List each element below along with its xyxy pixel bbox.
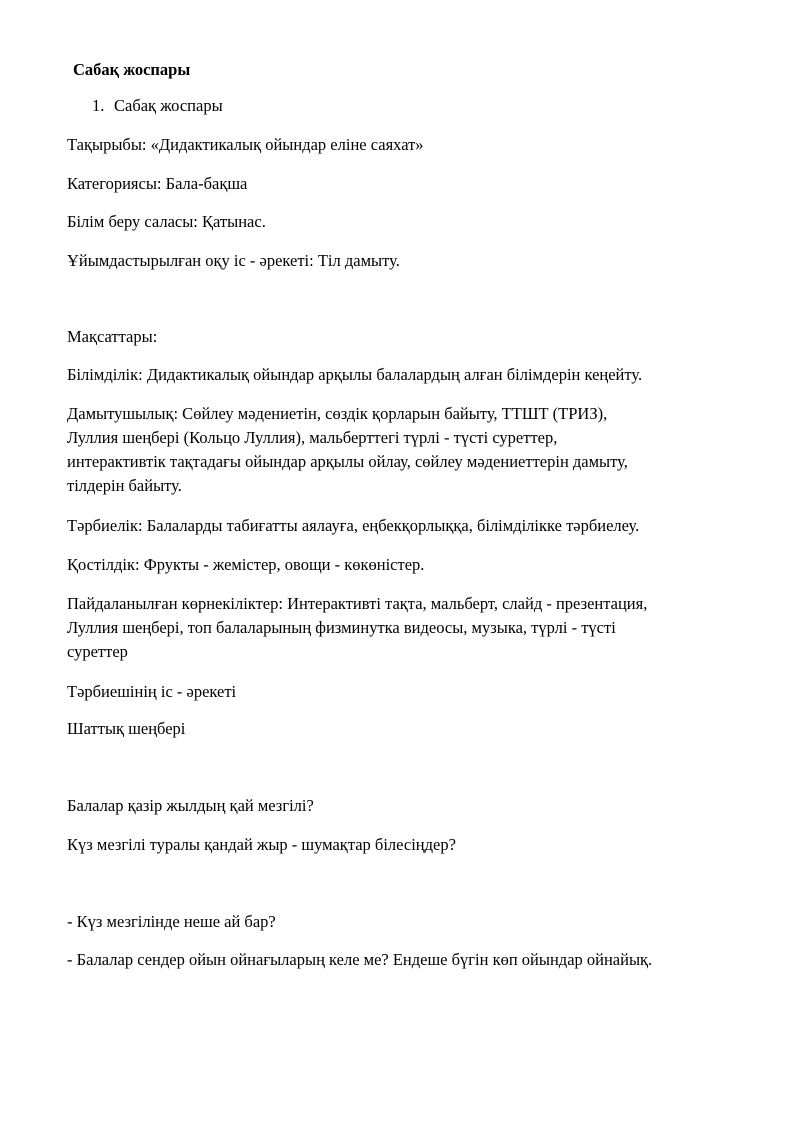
- joy-circle-title: Шаттық шеңбері: [67, 719, 186, 738]
- educational-goal: Білімділік: Дидактикалық ойындар арқылы балалардың алған білімдерін кеңейту.: [67, 365, 643, 384]
- developmental-line: тілдерін байыту.: [67, 476, 182, 495]
- topic-line: Тақырыбы: «Дидактикалық ойындар еліне саяхат»: [67, 135, 424, 154]
- teacher-activity-title: Тәрбиешінің іс - әрекеті: [67, 682, 237, 701]
- developmental-line: Дамытушылық: Сөйлеу мәдениетін, сөздік қорларын байыту, ТТШТ (ТРИЗ),: [67, 404, 608, 423]
- materials-line: суреттер: [67, 642, 128, 661]
- materials-block: [67, 592, 647, 664]
- document-heading: Сабақ жоспары: [73, 60, 191, 79]
- field-line: Білім беру саласы: Қатынас.: [67, 212, 266, 231]
- materials-line: Пайдаланылған көрнекіліктер: Интерактивті тақта, мальберт, слайд - презентация,: [67, 594, 648, 613]
- category-line: Категориясы: Бала-бақша: [67, 174, 248, 193]
- list-item-text: Сабақ жоспары: [114, 96, 223, 115]
- question-months: - Күз мезгілінде неше ай бар?: [67, 912, 276, 931]
- list-number: 1.: [92, 96, 105, 115]
- numbered-list-item: [92, 94, 223, 118]
- activity-line: Ұйымдастырылған оқу іс - әрекеті: Тіл дамыту.: [67, 251, 400, 270]
- developmental-line: интерактивтік тақтадағы ойындар арқылы ойлау, сөйлеу мәдениеттерін дамыту,: [67, 452, 628, 471]
- goals-title: Мақсаттары:: [67, 327, 158, 346]
- question-season: Балалар қазір жылдың қай мезгілі?: [67, 796, 314, 815]
- question-games: - Балалар сендер ойын ойнағыларың келе ме? Ендеше бүгін көп ойындар ойнайық.: [67, 950, 653, 969]
- materials-line: Луллия шеңбері, топ балаларының физминутка видеосы, музыка, түрлі - түсті: [67, 618, 616, 637]
- developmental-line: Луллия шеңбері (Кольцо Луллия), мальберттегі түрлі - түсті суреттер,: [67, 428, 558, 447]
- question-poems: Күз мезгілі туралы қандай жыр - шумақтар білесіңдер?: [67, 835, 456, 854]
- upbringing-goal: Тәрбиелік: Балаларды табиғатты аялауға, еңбекқорлыққа, білімділікке тәрбиелеу.: [67, 516, 640, 535]
- developmental-goal: [67, 402, 628, 498]
- bilingual-line: Қостілдік: Фрукты - жемістер, овощи - көкөністер.: [67, 555, 425, 574]
